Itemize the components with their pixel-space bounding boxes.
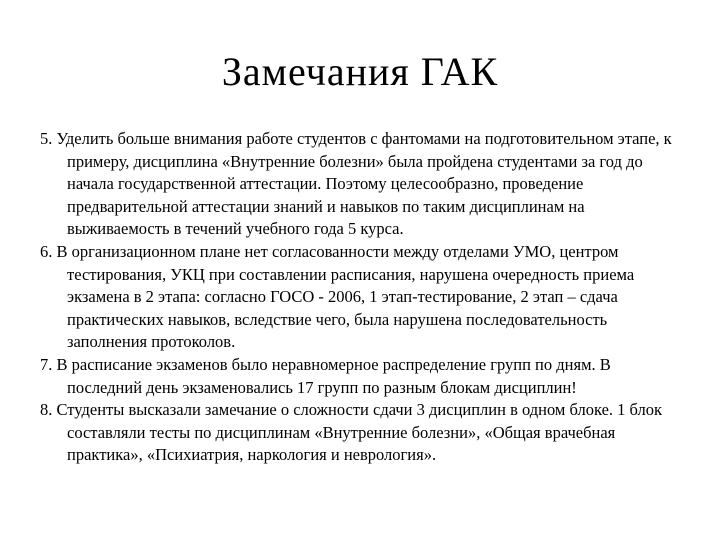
remark-item-5: 5. Уделить больше внимания работе студентов с фантомами на подготовительном этапе, к примеру, дисциплина «Внутренние болезни» была пройдена студентами за год до начала государственной аттестации. Поэтому целесообразно, проведение предварительной аттестации знаний и навыков по таким дисциплинам на выживаемость в течений учебного года 5 курса. bbox=[40, 129, 672, 239]
slide-title: Замечания ГАК bbox=[221, 49, 499, 94]
remark-item-7: 7. В расписание экзаменов было неравномерное распределение групп по дням. В последний день экзаменовались 17 групп по разным блокам дисциплин! bbox=[40, 354, 611, 397]
remark-item-8: 8. Студенты высказали замечание о сложности сдачи 3 дисциплин в одном блоке. 1 блок составляли тесты по дисциплинам «Внутренние болезни», «Общая врачебная практика», «Психиатрия, наркология и неврология». bbox=[40, 400, 662, 465]
remarks-list bbox=[40, 128, 688, 467]
remark-item-6: 6. В организационном плане нет согласованности между отделами УМО, центром тестирования, УКЦ при составлении расписания, нарушена очередность приема экзамена в 2 этапа: согласно ГОСО - 2006, 1 этап-тестирование, 2 этап – сдача практических навыков, вследствие чего, была нарушена последовательность заполнения протоколов. bbox=[40, 241, 635, 352]
